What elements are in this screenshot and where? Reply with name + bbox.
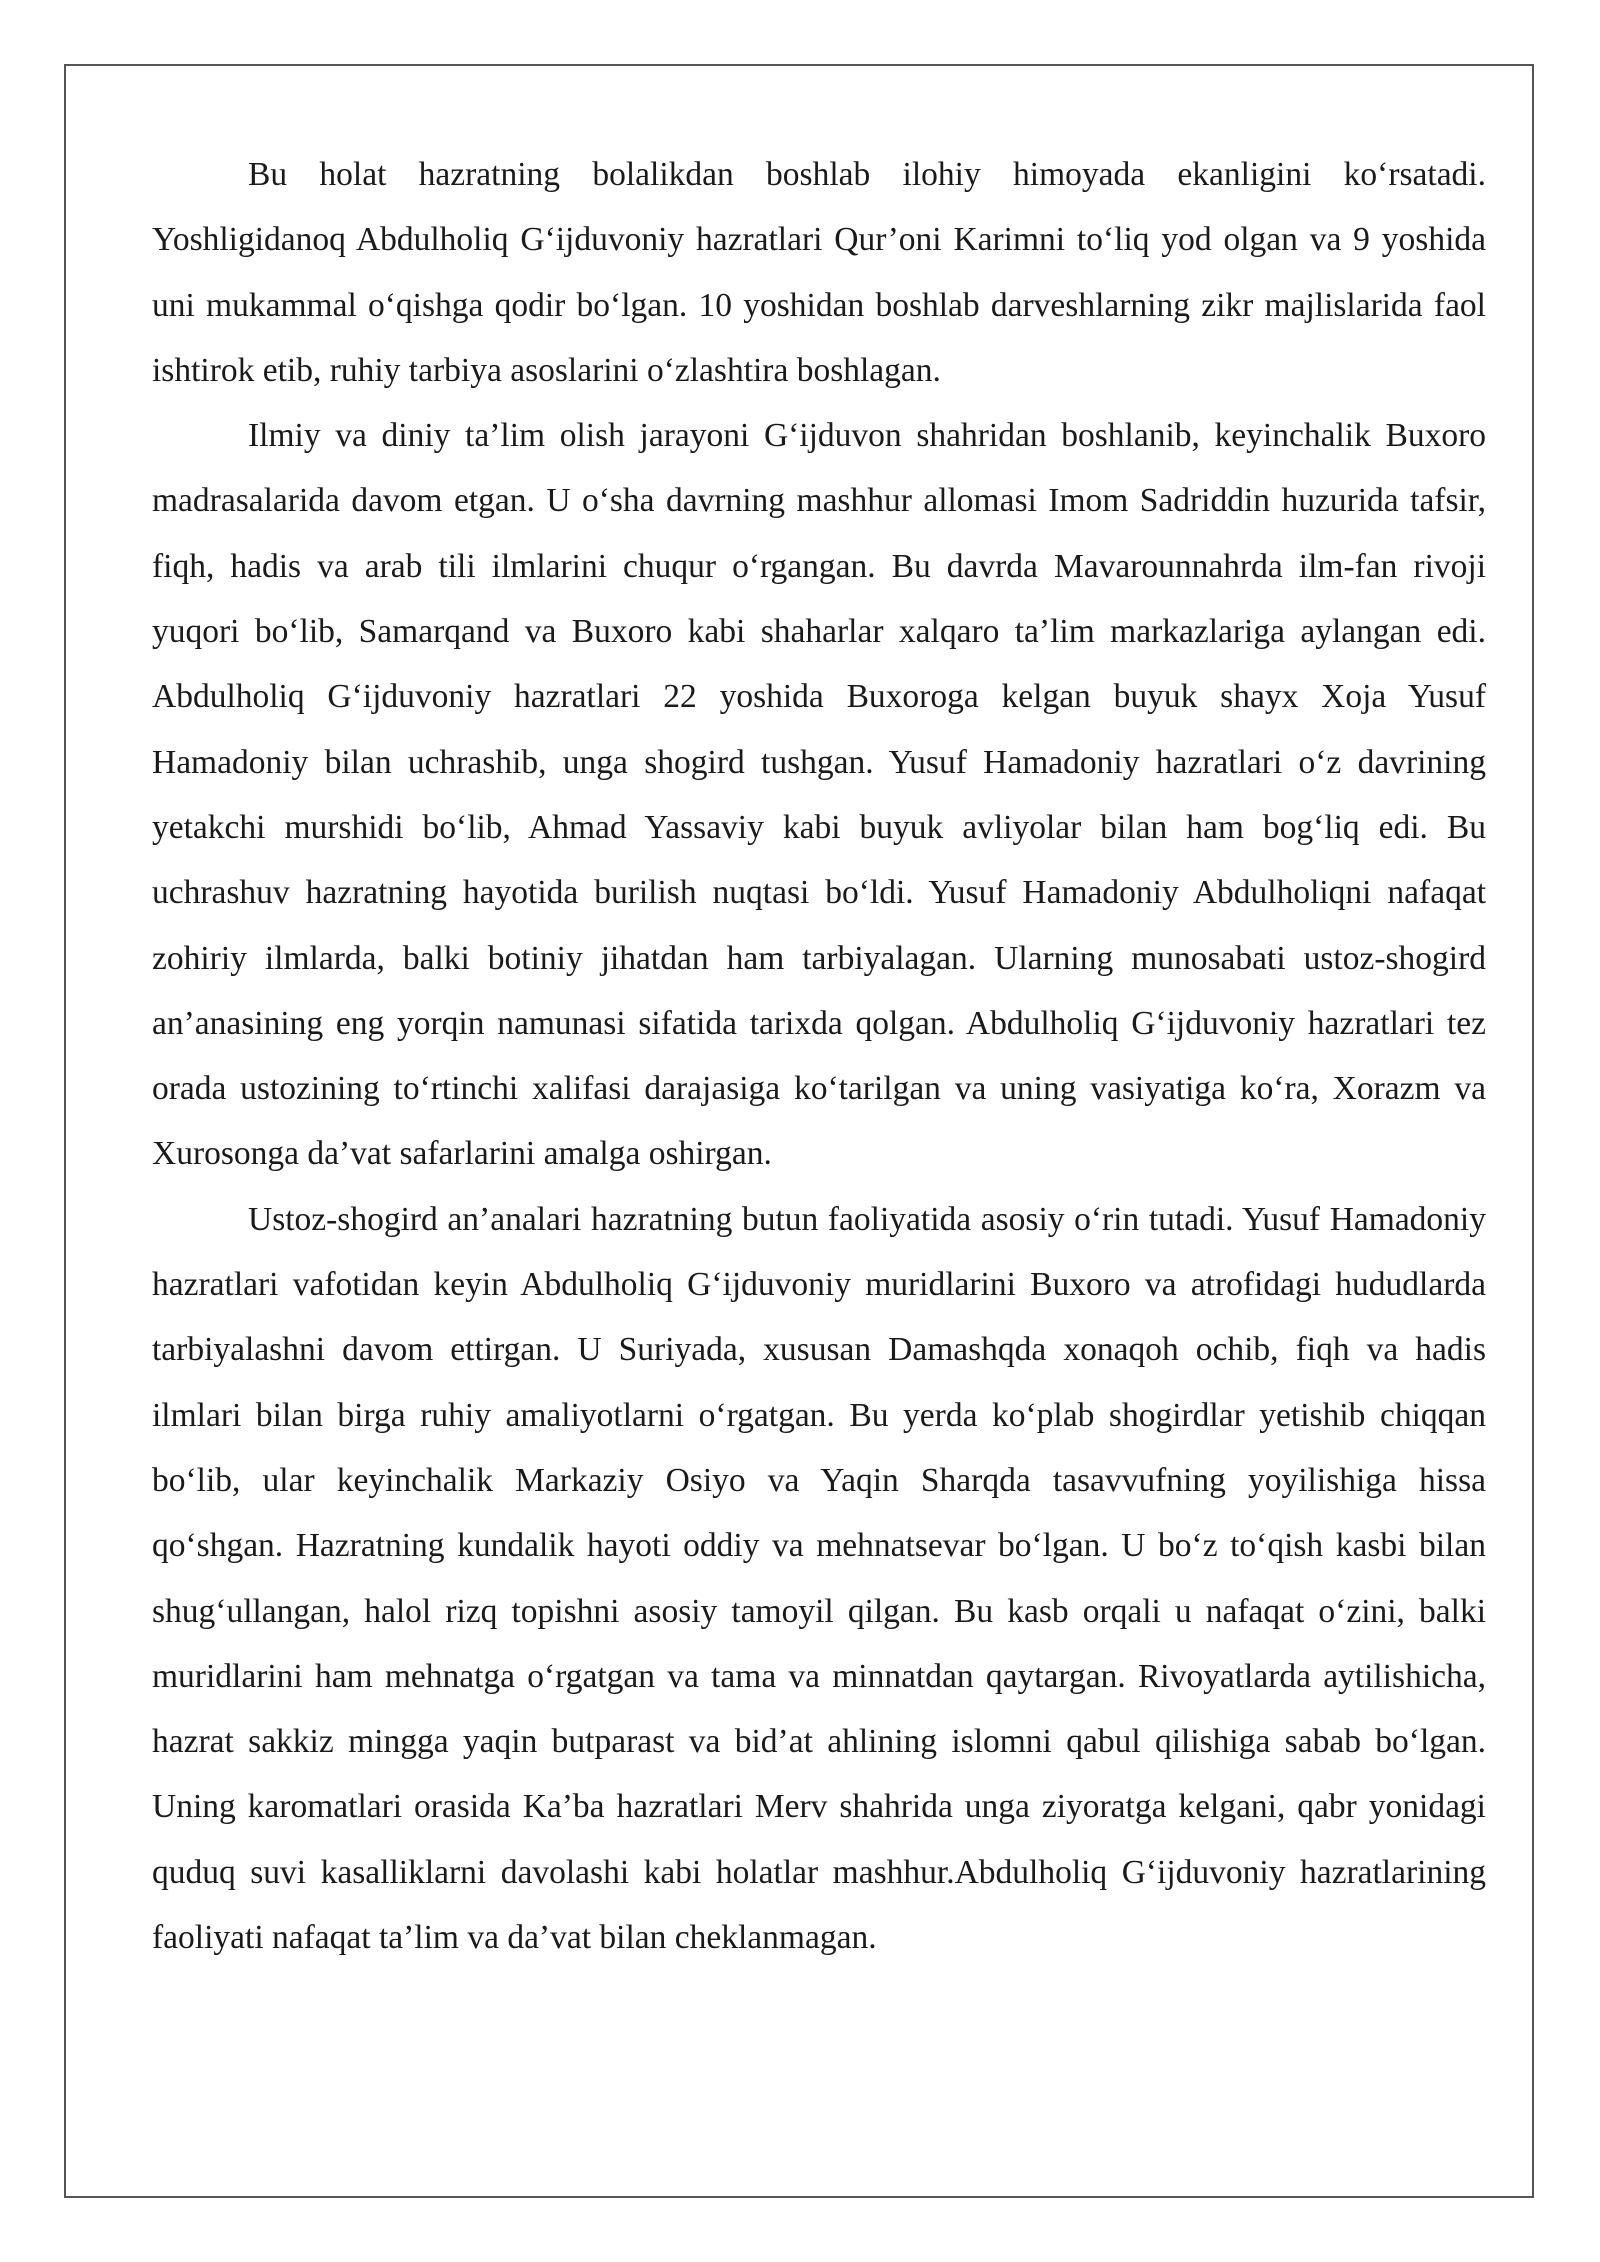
paragraph: Ilmiy va diniy ta’lim olish jarayoni Gʻijduvon shahridan boshlanib, keyinchalik Buxoro madrasalarida davom etgan. U oʻsha davrning mashhur allomasi Imom Sadriddin huzurida tafsir, fiqh, hadis va arab tili ilmlarini chuqur oʻrgangan. Bu davrda Mavarounnahrda ilm-fan rivoji yuqori boʻlib, Samarqand va Buxoro kabi shaharlar xalqaro ta’lim markazlariga aylangan edi. Abdulholiq Gʻijduvoniy hazratlari 22 yoshida Buxoroga kelgan buyuk shayx Xoja Yusuf Hamadoniy bilan uchrashib, unga shogird tushgan. Yusuf Hamadoniy hazratlari oʻz davrining yetakchi murshidi boʻlib, Ahmad Yassaviy kabi buyuk avliyolar bilan ham bogʻliq edi. Bu uchrashuv hazratning hayotida burilish nuqtasi boʻldi. Yusuf Hamadoniy Abdulholiqni nafaqat zohiriy ilmlarda, balki botiniy jihatdan ham tarbiyalagan. Ularning munosabati ustoz-shogird an’anasining eng yorqin namunasi sifatida tarixda qolgan. Abdulholiq Gʻijduvoniy hazratlari tez orada ustozining toʻrtinchi xalifasi darajasiga koʻtarilgan va uning vasiyatiga koʻra, Xorazm va Xurosonga da’vat safarlarini amalga oshirgan. [152, 417, 1486, 1173]
document-body [152, 142, 1486, 1970]
paragraph: Ustoz-shogird an’analari hazratning butun faoliyatida asosiy oʻrin tutadi. Yusuf Hamadoniy hazratlari vafotidan keyin Abdulholiq Gʻijduvoniy muridlarini Buxoro va atrofidagi hududlarda tarbiyalashni davom ettirgan. U Suriyada, xususan Damashqda xonaqoh ochib, fiqh va hadis ilmlari bilan birga ruhiy amaliyotlarni oʻrgatgan. Bu yerda koʻplab shogirdlar yetishib chiqqan boʻlib, ular keyinchalik Markaziy Osiyo va Yaqin Sharqda tasavvufning yoyilishiga hissa qoʻshgan. Hazratning kundalik hayoti oddiy va mehnatsevar boʻlgan. U boʻz toʻqish kasbi bilan shugʻullangan, halol rizq topishni asosiy tamoyil qilgan. Bu kasb orqali u nafaqat oʻzini, balki muridlarini ham mehnatga oʻrgatgan va tama va minnatdan qaytargan. Rivoyatlarda aytilishicha, hazrat sakkiz mingga yaqin butparast va bid’at ahlining islomni qabul qilishiga sabab boʻlgan. Uning karomatlari orasida Ka’ba hazratlari Merv shahrida unga ziyoratga kelgani, qabr yonidagi quduq suvi kasalliklarni davolashi kabi holatlar mashhur.Abdulholiq Gʻijduvoniy hazratlarining faoliyati nafaqat ta’lim va da’vat bilan cheklanmagan. [152, 1200, 1486, 1957]
paragraph: Bu holat hazratning bolalikdan boshlab ilohiy himoyada ekanligini koʻrsatadi. Yoshligidanoq Abdulholiq Gʻijduvoniy hazratlari Qur’oni Karimni toʻliq yod olgan va 9 yoshida uni mukammal oʻqishga qodir boʻlgan. 10 yoshidan boshlab darveshlarning zikr majlislarida faol ishtirok etib, ruhiy tarbiya asoslarini oʻzlashtira boshlagan. [152, 156, 1486, 389]
